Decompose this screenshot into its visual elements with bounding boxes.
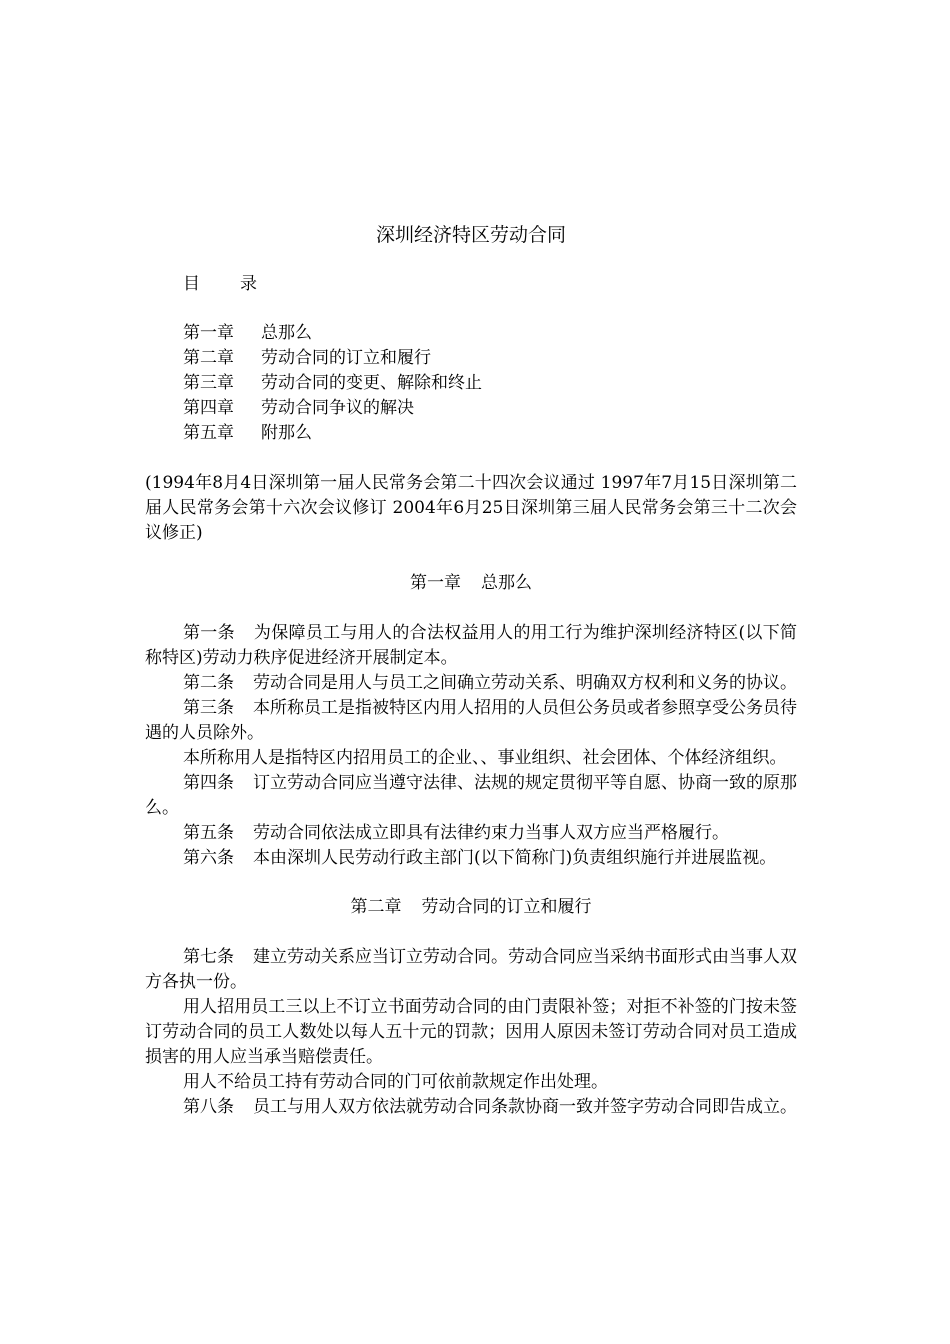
article-text: 劳动合同是用人与员工之间确立劳动关系、明确双方权利和义务的协议。	[253, 673, 797, 693]
chapter-number: 第一章	[410, 573, 461, 593]
article-paragraph	[145, 846, 797, 871]
article-text: 员工与用人双方依法就劳动合同条款协商一致并签字劳动合同即告成立。	[253, 1097, 797, 1117]
toc-heading-left: 目	[183, 274, 200, 294]
article-paragraph	[145, 621, 797, 671]
article-text: 本所称用人是指特区内招用员工的企业、、事业组织、社会团体、个体经济组织。	[183, 748, 787, 768]
toc-chapter-title: 劳动合同的变更、解除和终止	[261, 373, 482, 393]
toc-chapter-number: 第三章	[183, 373, 234, 393]
chapter-number: 第二章	[350, 897, 402, 917]
article-number: 第七条	[183, 947, 234, 967]
toc-chapter-number: 第一章	[183, 323, 234, 343]
article-paragraph	[145, 821, 797, 846]
article-text: 本由深圳人民劳动行政主部门(以下简称门)负责组织施行并进展监视。	[253, 848, 777, 868]
article-text: 劳动合同依法成立即具有法律约束力当事人双方应当严格履行。	[253, 823, 729, 843]
article-paragraph	[145, 696, 797, 746]
article-number: 第四条	[183, 773, 234, 793]
article-paragraph	[145, 1095, 797, 1120]
toc-item	[183, 346, 797, 371]
article-text: 为保障员工与用人的合法权益用人的用工行为维护深圳经济特区(以下简称特区)劳动力秩序促进经济开展制定本。	[145, 623, 797, 668]
article-paragraph	[145, 771, 797, 821]
article-text: 用人不给员工持有劳动合同的门可依前款规定作出处理。	[183, 1072, 608, 1092]
article-number: 第六条	[183, 848, 234, 868]
toc-chapter-number: 第二章	[183, 348, 234, 368]
article-text: 本所称员工是指被特区内用人招用的人员但公务员或者参照享受公务员待遇的人员除外。	[145, 698, 797, 743]
toc-heading-right: 录	[240, 274, 257, 294]
article-text: 用人招用员工三以上不订立书面劳动合同的由门责限补签；对拒不补签的门按未签订劳动合同的员工人数处以每人五十元的罚款；因用人原因未签订劳动合同对员工造成损害的用人应当承当赔偿责任。	[145, 997, 797, 1067]
document-page	[145, 222, 797, 1120]
toc-item	[183, 396, 797, 421]
article-text: 建立劳动关系应当订立劳动合同。劳动合同应当采纳书面形式由当事人双方各执一份。	[145, 947, 797, 992]
toc-chapter-title: 附那么	[261, 423, 312, 443]
article-number: 第三条	[183, 698, 234, 718]
chapter-title: 总那么	[481, 573, 532, 593]
article-paragraph	[145, 945, 797, 995]
article-number: 第一条	[183, 623, 235, 643]
article-paragraph	[145, 995, 797, 1070]
article-paragraph	[145, 1070, 797, 1095]
toc-item	[183, 371, 797, 396]
article-paragraph	[145, 671, 797, 696]
toc-item	[183, 421, 797, 446]
chapter-title: 劳动合同的订立和履行	[421, 897, 592, 917]
toc-item	[183, 321, 797, 346]
toc-chapter-title: 劳动合同争议的解决	[261, 398, 414, 418]
chapter-heading	[145, 895, 797, 920]
toc-chapter-number: 第四章	[183, 398, 234, 418]
article-number: 第八条	[183, 1097, 234, 1117]
toc-chapter-title: 总那么	[261, 323, 312, 343]
article-number: 第二条	[183, 673, 234, 693]
article-number: 第五条	[183, 823, 234, 843]
article-paragraph	[145, 746, 797, 771]
toc-chapter-number: 第五章	[183, 423, 234, 443]
toc-chapter-title: 劳动合同的订立和履行	[261, 348, 431, 368]
toc-heading	[183, 272, 797, 297]
chapter-heading	[145, 571, 797, 596]
article-text: 订立劳动合同应当遵守法律、法规的规定贯彻平等自愿、协商一致的原那么。	[145, 773, 797, 818]
document-title: 深圳经济特区劳动合同	[375, 224, 566, 246]
amendment-note: (1994年8月4日深圳第一届人民常务会第二十四次会议通过 1997年7月15日深圳第二届人民常务会第十六次会议修订 2004年6月25日深圳第三届人民常务会第三十二次会议修正)	[145, 473, 797, 543]
table-of-contents	[145, 321, 797, 446]
